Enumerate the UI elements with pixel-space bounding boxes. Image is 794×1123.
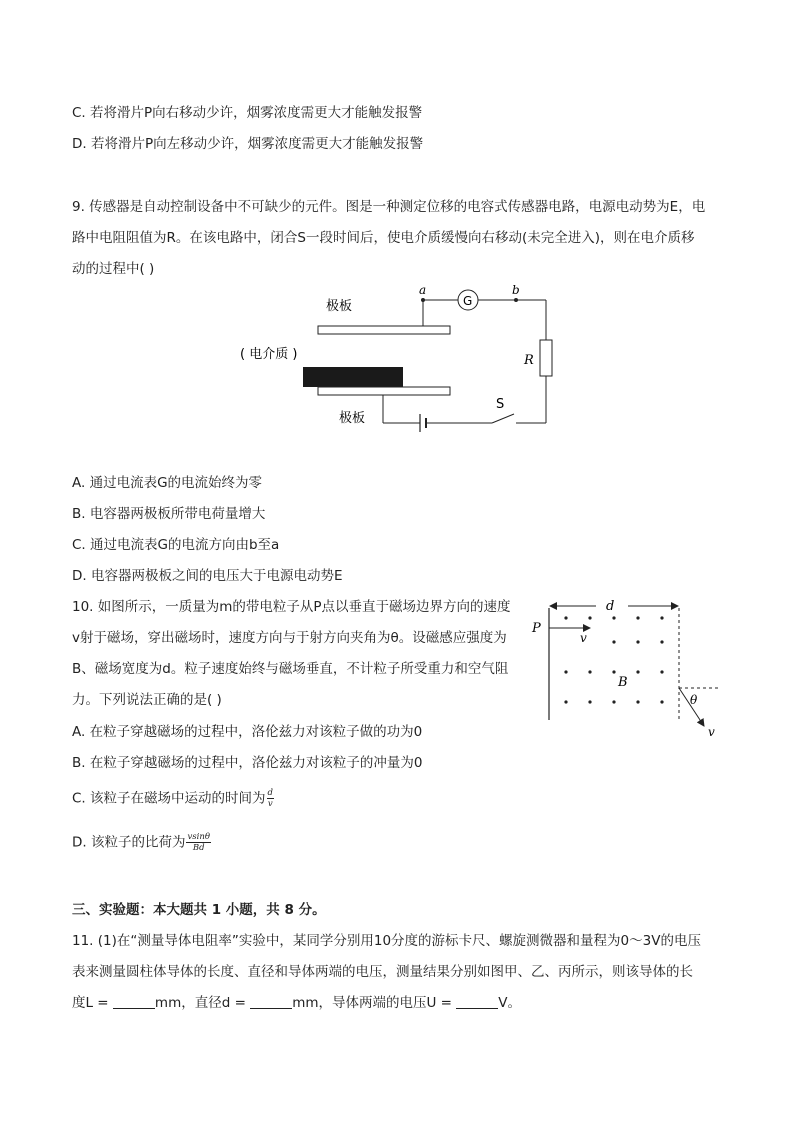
q10-stem-line-2: v射于磁场，穿出磁场时，速度方向与于射方向夹角为θ。设磁感应强度为 [72,630,507,646]
bottom-plate-label: 极板 [339,411,366,426]
dielectric-label: ( 电介质 ) [240,347,298,362]
q11-line-1: 11. (1)在“测量导体电阻率”实验中，某同学分别用10分度的游标卡尺、螺旋测微器和量程为0～3V的电压 [72,933,701,949]
voltage-answer-blank[interactable] [456,994,498,1009]
q9-stem-line-1: 9. 传感器是自动控制设备中不可缺少的元件。图是一种测定位移的电容式传感器电路，电源电动势为E，电 [72,199,706,215]
resistor-label: R [524,353,534,368]
q10-option-b: B. 在粒子穿越磁场的过程中，洛伦兹力对该粒子的冲量为0 [72,755,423,771]
q8-option-c: C. 若将滑片P向右移动少许，烟雾浓度需更大才能触发报警 [72,105,423,121]
q9-option-b: B. 电容器两极板所带电荷量增大 [72,506,266,522]
velocity-in-label: v [580,631,587,645]
q9-stem-line-3: 动的过程中( ) [72,261,155,277]
q10-stem-line-3: B、磁场宽度为d。粒子速度始终与磁场垂直，不计粒子所受重力和空气阻 [72,661,509,677]
angle-theta-label: θ [690,693,698,707]
switch-label: S [496,397,505,412]
q11-line-3: 度L = mm，直径d = mm，导体两端的电压U = V。 [72,995,522,1011]
node-a-label: a [419,283,427,297]
q9-option-d: D. 电容器两极板之间的电压大于电源电动势E [72,568,343,584]
q10-option-c [72,788,274,809]
q10-option-a: A. 在粒子穿越磁场的过程中，洛伦兹力对该粒子做的功为0 [72,724,423,740]
q10-stem-line-4: 力。下列说法正确的是( ) [72,692,222,708]
q9-capacitor-circuit-diagram [230,282,570,442]
diameter-answer-blank[interactable] [250,994,292,1009]
q9-option-c: C. 通过电流表G的电流方向由b至a [72,537,280,553]
q10-option-c-text: C. 该粒子在磁场中运动的时间为 [72,790,266,807]
dielectric-slab [303,367,403,387]
top-plate-label: 极板 [326,299,353,314]
q9-stem-line-2: 路中电阻阻值为R。在该电路中，闭合S一段时间后，使电介质缓慢向右移动(未完全进入)，则在电介质移 [72,230,695,246]
field-dots [564,616,663,703]
field-label-b: B [618,675,628,690]
length-answer-blank[interactable] [113,994,155,1009]
width-label-d: d [606,599,615,614]
q8-option-d: D. 若将滑片P向左移动少许，烟雾浓度需更大才能触发报警 [72,136,424,152]
galvanometer-label: G [463,294,473,308]
resistor [540,340,552,376]
q10-stem-line-1: 10. 如图所示，一质量为m的带电粒子从P点以垂直于磁场边界方向的速度 [72,599,511,615]
q10-option-d [72,832,211,853]
switch-lever [492,414,514,423]
section-heading: 三、实验题：本大题共 1 小题，共 8 分。 [72,902,326,918]
q10-magnetic-field-diagram [528,594,728,742]
fraction-vsin-over-bd: $\frac{vsin\theta}{Bd}$ [187,832,210,853]
q10-option-d-text: D. 该粒子的比荷为 [72,834,186,851]
fraction-d-over-v: $\frac{d}{v}$ [267,788,273,809]
point-p-label: P [532,621,541,636]
bottom-plate [318,387,450,395]
node-b-label: b [512,283,520,297]
velocity-out-label: v [708,725,715,739]
q11-line-2: 表来测量圆柱体导体的长度、直径和导体两端的电压，测量结果分别如图甲、乙、丙所示，则该导体的长 [72,964,693,980]
q9-option-a: A. 通过电流表G的电流始终为零 [72,475,263,491]
top-plate [318,326,450,334]
